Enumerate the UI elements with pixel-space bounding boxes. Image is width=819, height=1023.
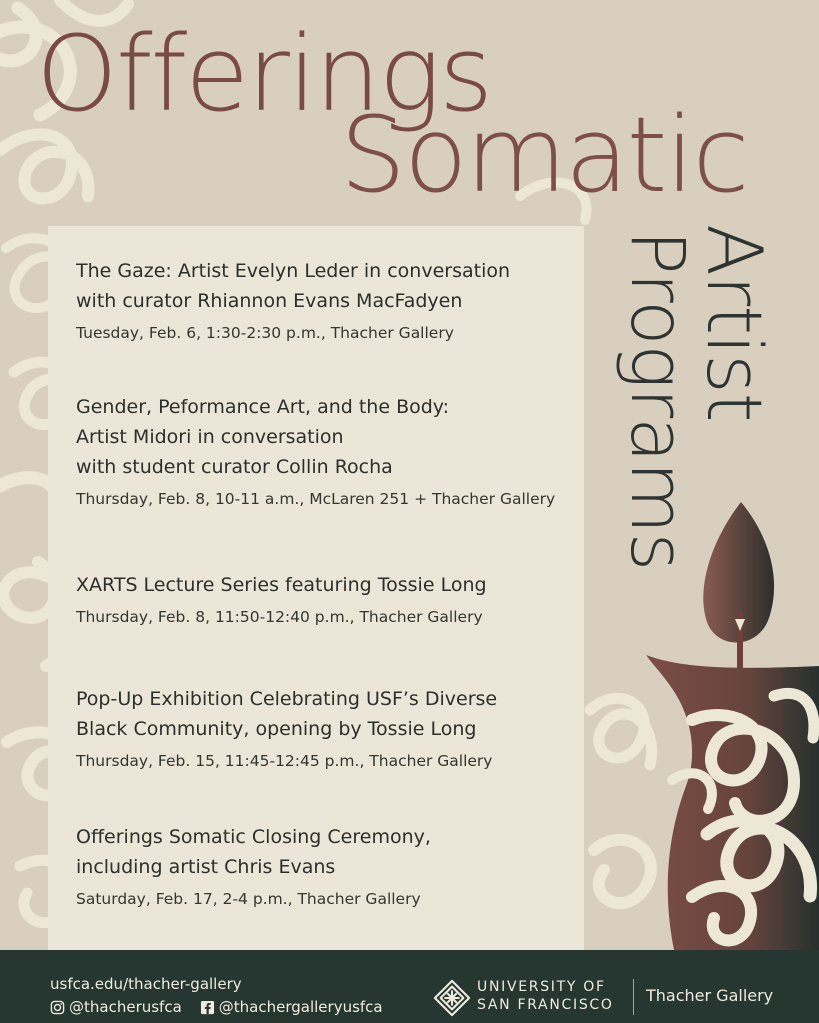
gallery-name: Thacher Gallery xyxy=(646,986,774,1005)
event-title-line: The Gaze: Artist Evelyn Leder in conversation xyxy=(76,260,511,282)
event-title xyxy=(76,684,576,744)
event-details: Tuesday, Feb. 6, 1:30-2:30 p.m., Thacher Gallery xyxy=(76,324,454,342)
event-title-line: with curator Rhiannon Evans MacFadyen xyxy=(76,290,463,312)
event-item xyxy=(76,684,576,772)
subtitle-artist: Artist xyxy=(690,224,779,422)
university-name-line: UNIVERSITY OF xyxy=(477,979,606,995)
candle-illustration xyxy=(598,500,819,950)
event-title xyxy=(76,256,576,316)
instagram-handle[interactable]: @thacherusfca xyxy=(69,998,182,1016)
event-details: Thursday, Feb. 15, 11:45-12:45 p.m., Thacher Gallery xyxy=(76,752,493,770)
event-details: Thursday, Feb. 8, 11:50-12:40 p.m., Thacher Gallery xyxy=(76,608,483,626)
event-title-line: Artist Midori in conversation xyxy=(76,426,344,448)
university-name xyxy=(477,978,614,1014)
social-links xyxy=(50,996,383,1018)
instagram-link[interactable] xyxy=(50,996,182,1018)
event-title xyxy=(76,822,576,882)
event-title-line: Offerings Somatic Closing Ceremony, xyxy=(76,826,431,848)
subtitle-programs: Programs xyxy=(614,230,700,571)
website-link[interactable]: usfca.edu/thacher-gallery xyxy=(50,975,242,993)
event-title-line: with student curator Collin Rocha xyxy=(76,456,393,478)
event-title xyxy=(76,392,576,482)
university-seal-icon xyxy=(433,979,471,1017)
facebook-handle[interactable]: @thachergalleryusfca xyxy=(218,998,383,1016)
event-title-line: Pop-Up Exhibition Celebrating USF’s Diverse xyxy=(76,688,498,710)
facebook-link[interactable] xyxy=(200,996,383,1018)
footer-divider xyxy=(633,979,634,1015)
university-logo xyxy=(433,976,623,1016)
event-details: Thursday, Feb. 8, 10-11 a.m., McLaren 251 + Thacher Gallery xyxy=(76,490,556,508)
event-item xyxy=(76,392,576,510)
title-somatic: Somatic xyxy=(340,94,748,216)
event-item xyxy=(76,570,576,628)
event-item xyxy=(76,256,576,344)
event-title-line: including artist Chris Evans xyxy=(76,856,336,878)
events-panel xyxy=(48,226,584,950)
event-title-line: XARTS Lecture Series featuring Tossie Long xyxy=(76,574,487,596)
footer-contact xyxy=(50,973,383,1018)
event-title-line: Black Community, opening by Tossie Long xyxy=(76,718,477,740)
event-title-line: Gender, Peformance Art, and the Body: xyxy=(76,396,450,418)
event-item xyxy=(76,822,576,910)
facebook-icon xyxy=(200,1000,215,1015)
event-title xyxy=(76,570,576,600)
title-offerings: Offerings xyxy=(36,13,492,135)
university-name-line: SAN FRANCISCO xyxy=(477,997,614,1013)
event-details: Saturday, Feb. 17, 2-4 p.m., Thacher Gallery xyxy=(76,890,421,908)
instagram-icon xyxy=(50,1000,65,1015)
